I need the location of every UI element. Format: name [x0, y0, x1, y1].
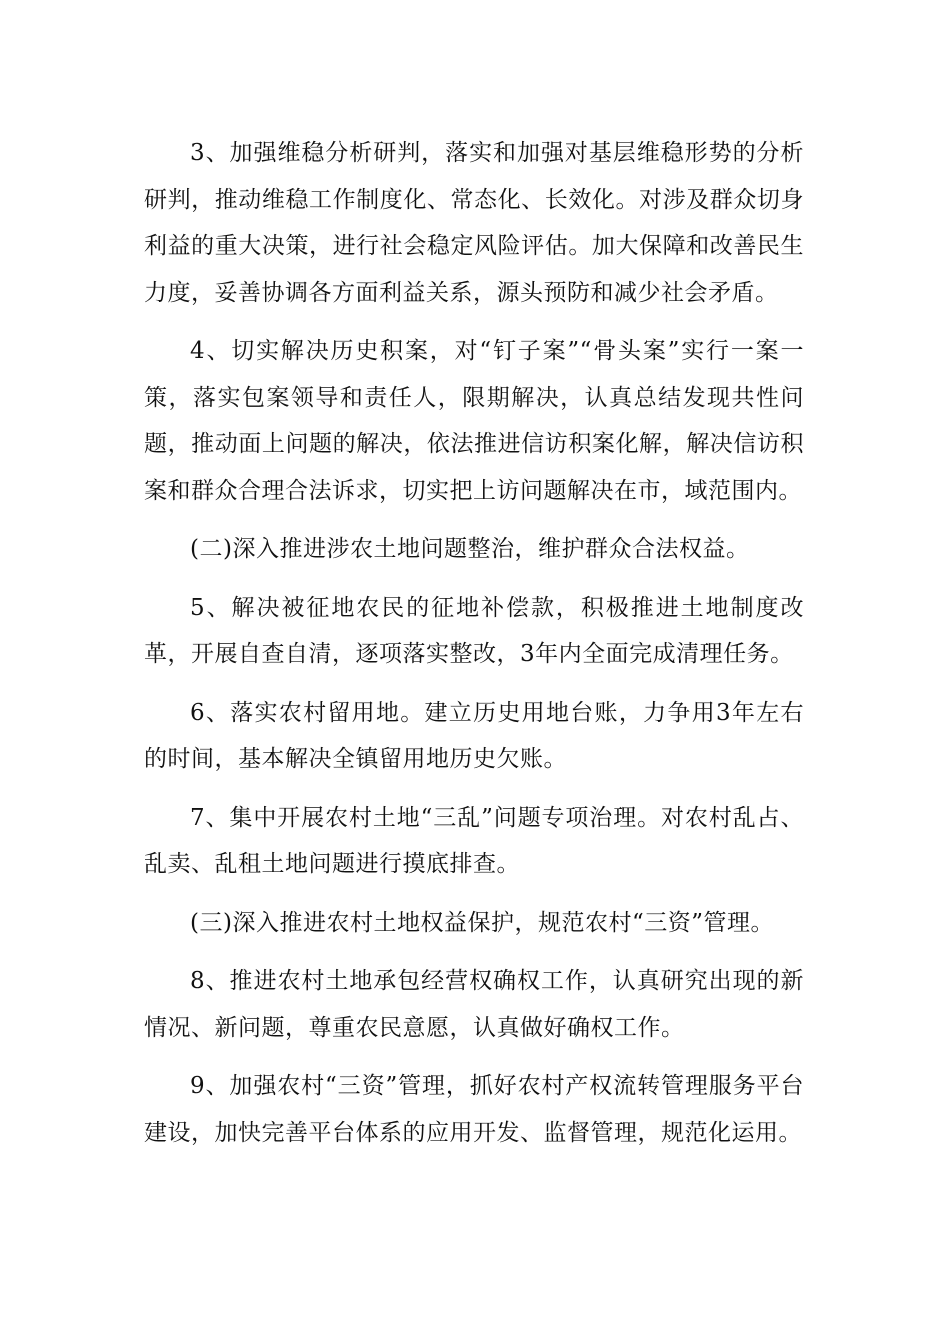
document-body — [144, 130, 804, 1168]
paragraph-item-9-three-assets: 9、加强农村“三资”管理，抓好农村产权流转管理服务平台建设，加快完善平台体系的应用开发、监督管理，规范化运用。 — [144, 1073, 804, 1146]
paragraph-item-3-stability-analysis: 3、加强维稳分析研判，落实和加强对基层维稳形势的分析研判，推动维稳工作制度化、常态化、长效化。对涉及群众切身利益的重大决策，进行社会稳定风险评估。加大保障和改善民生力度，妥善协调各方面利益关系，源头预防和减少社会矛盾。 — [144, 140, 804, 306]
paragraph-item-5-compensation: 5、解决被征地农民的征地补偿款，积极推进土地制度改革，开展自查自清，逐项落实整改，3年内全面完成清理任务。 — [144, 594, 804, 667]
paragraph-item-7-three-chaos: 7、集中开展农村土地“三乱”问题专项治理。对农村乱占、乱卖、乱租土地问题进行摸底排查。 — [144, 804, 804, 877]
paragraph-item-8-contract-rights: 8、推进农村土地承包经营权确权工作，认真研究出现的新情况、新问题，尊重农民意愿，认真做好确权工作。 — [144, 968, 804, 1041]
paragraph-item-4-historical-cases: 4、切实解决历史积案，对“钉子案”“骨头案”实行一案一策，落实包案领导和责任人，限期解决，认真总结发现共性问题，推动面上问题的解决，依法推进信访积案化解，解决信访积案和群众合理合法诉求，切实把上访问题解决在市，域范围内。 — [144, 338, 804, 504]
section-heading-3-land-rights: (三)深入推进农村土地权益保护，规范农村“三资”管理。 — [190, 909, 774, 936]
section-heading-2-land-issues: (二)深入推进涉农土地问题整治，维护群众合法权益。 — [190, 536, 750, 562]
paragraph-item-6-reserved-land: 6、落实农村留用地。建立历史用地台账，力争用3年左右的时间，基本解决全镇留用地历史欠账。 — [144, 699, 804, 772]
